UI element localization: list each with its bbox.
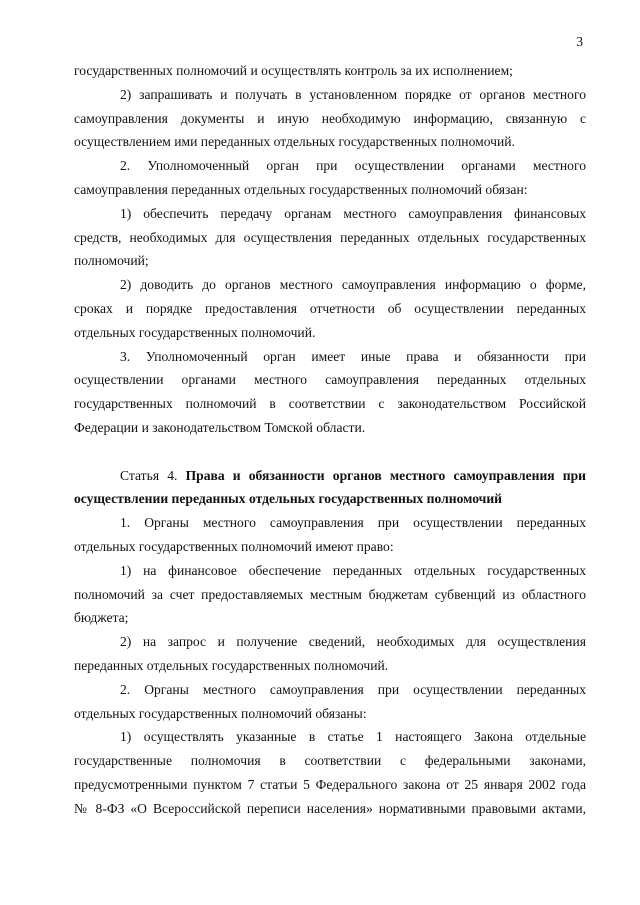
paragraph bbox=[74, 345, 586, 440]
text-line: 2) доводить до органов местного самоуправления информацию о форме, bbox=[120, 277, 586, 293]
text-line: 1) на финансовое обеспечение переданных отдельных государственных bbox=[120, 562, 586, 578]
text-line bbox=[74, 464, 586, 488]
paragraph bbox=[74, 559, 586, 630]
paragraph bbox=[74, 725, 586, 820]
text-line: самоуправления документы и иную необходимую информацию, связанную с bbox=[74, 110, 586, 126]
text-line: полномочий; bbox=[74, 253, 149, 269]
text-line: государственных полномочий и осуществлять контроль за их исполнением; bbox=[74, 63, 513, 78]
paragraph bbox=[74, 273, 586, 344]
text-line: полномочий за счет предоставляемых местным бюджетам субвенций из областного bbox=[74, 586, 586, 602]
text-line: № 8-ФЗ «О Всероссийской переписи населения» нормативными правовыми актами, bbox=[74, 800, 586, 816]
text-line: предусмотренными пунктом 7 статьи 5 Федерального закона от 25 января 2002 года bbox=[74, 776, 586, 792]
text-line: бюджета; bbox=[74, 610, 129, 626]
text-line: государственных полномочий в соответствии с законодательством Российской bbox=[74, 396, 586, 412]
text-line: 2) на запрос и получение сведений, необходимых для осуществления bbox=[120, 634, 586, 650]
paragraph bbox=[74, 83, 586, 154]
text-line: 2) запрашивать и получать в установленном порядке от органов местного bbox=[120, 86, 586, 102]
text-line: осуществлении органами местного самоуправления переданных отдельных bbox=[74, 372, 586, 388]
article-title-text: осуществлении переданных отдельных государственных полномочий bbox=[74, 491, 502, 507]
paragraph bbox=[74, 630, 586, 678]
text-line: 1) осуществлять указанные в статье 1 настоящего Закона отдельные bbox=[120, 729, 586, 745]
text-line: 3. Уполномоченный орган имеет иные права и обязанности при bbox=[120, 348, 586, 364]
text-line: отдельных государственных полномочий имеют право: bbox=[74, 538, 394, 554]
paragraph bbox=[74, 511, 586, 559]
text-line: государственные полномочия в соответствии с федеральными законами, bbox=[74, 753, 586, 769]
text-line bbox=[74, 487, 586, 511]
text-line: 2. Уполномоченный орган при осуществлении органами местного bbox=[120, 158, 586, 174]
text-line: 1. Органы местного самоуправления при осуществлении переданных bbox=[120, 515, 586, 531]
text-line: сроках и порядке предоставления отчетности об осуществлении переданных bbox=[74, 300, 586, 316]
text-line: осуществлением ими переданных отдельных государственных полномочий. bbox=[74, 134, 515, 150]
paragraph bbox=[74, 154, 586, 202]
text-line: средств, необходимых для осуществления переданных отдельных государственных bbox=[74, 229, 586, 245]
text-line: Федерации и законодательством Томской области. bbox=[74, 419, 366, 435]
paragraph bbox=[74, 678, 586, 726]
paragraph bbox=[74, 59, 586, 83]
article-title-text: Права и обязанности органов местного самоуправления при bbox=[185, 467, 587, 483]
text-line: отдельных государственных полномочий обязаны: bbox=[74, 705, 367, 721]
article-heading bbox=[74, 464, 586, 512]
body-text bbox=[74, 59, 586, 821]
text-line: переданных отдельных государственных полномочий. bbox=[74, 657, 389, 673]
text-line: отдельных государственных полномочий. bbox=[74, 324, 316, 340]
paragraph-gap bbox=[74, 440, 586, 464]
text-line: 2. Органы местного самоуправления при осуществлении переданных bbox=[120, 681, 586, 697]
article-label: Статья 4. bbox=[120, 467, 186, 483]
text-line: 1) обеспечить передачу органам местного самоуправления финансовых bbox=[120, 205, 586, 221]
page-number: 3 bbox=[576, 34, 583, 49]
paragraph bbox=[74, 202, 586, 273]
text-line: самоуправления переданных отдельных государственных полномочий обязан: bbox=[74, 181, 528, 197]
